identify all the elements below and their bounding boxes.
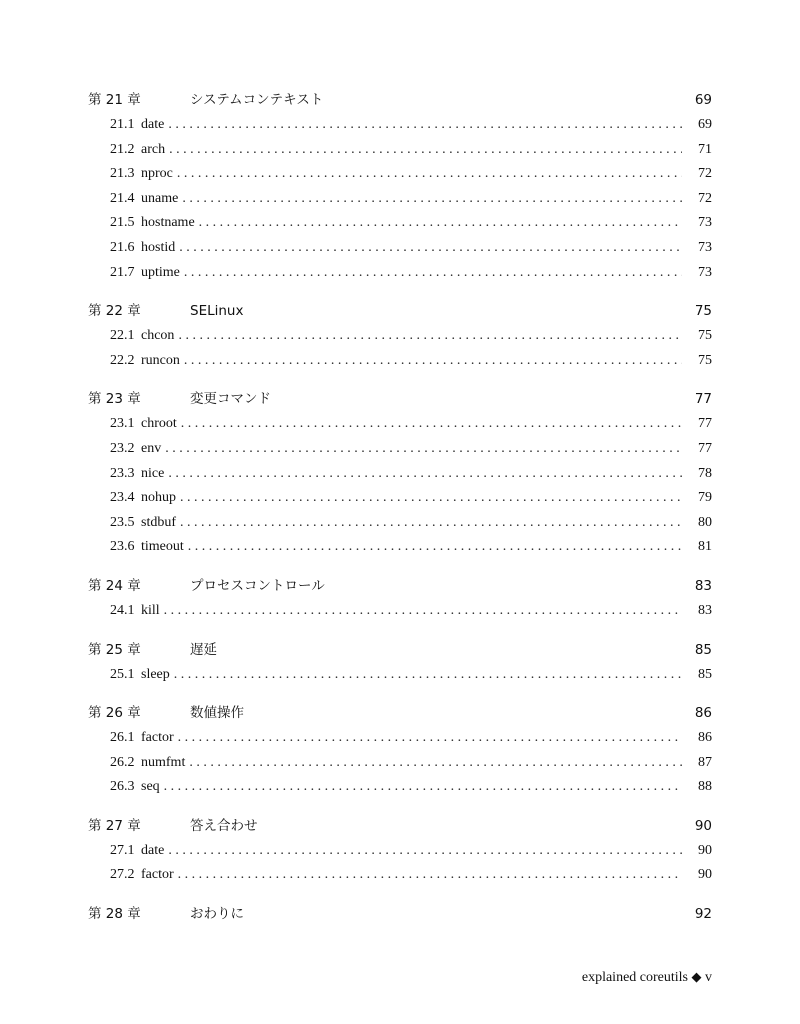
section-page: 90 bbox=[698, 842, 712, 858]
dot-leader bbox=[184, 349, 682, 374]
chapter-label: 第 24 章 bbox=[88, 577, 141, 594]
section-number: 26.3 bbox=[110, 779, 135, 795]
toc-chapter bbox=[88, 88, 712, 285]
section-entry[interactable] bbox=[88, 462, 712, 487]
section-number: 23.4 bbox=[110, 490, 135, 506]
section-title: timeout bbox=[141, 539, 184, 555]
footer-text: explained coreutils bbox=[581, 970, 688, 985]
dot-leader bbox=[180, 511, 682, 536]
section-entry[interactable] bbox=[88, 412, 712, 437]
section-number: 23.1 bbox=[110, 416, 135, 432]
section-title: factor bbox=[141, 730, 174, 746]
toc-chapter bbox=[88, 902, 712, 927]
section-entry[interactable] bbox=[88, 138, 712, 163]
section-page: 90 bbox=[698, 867, 712, 883]
section-page: 85 bbox=[698, 666, 712, 682]
black-diamond-icon: ◆ bbox=[691, 970, 702, 985]
chapter-label: 第 26 章 bbox=[88, 705, 141, 722]
chapter-title: システムコンテキスト bbox=[190, 92, 324, 108]
chapter-entry[interactable] bbox=[88, 814, 712, 839]
section-number: 22.1 bbox=[110, 328, 135, 344]
dot-leader bbox=[184, 261, 682, 286]
dot-leader bbox=[177, 162, 682, 187]
section-title: arch bbox=[141, 141, 166, 157]
chapter-entry[interactable] bbox=[88, 701, 712, 726]
toc-chapter bbox=[88, 814, 712, 888]
section-number: 23.2 bbox=[110, 440, 135, 456]
section-entry[interactable] bbox=[88, 211, 712, 236]
section-page: 77 bbox=[698, 416, 712, 432]
chapter-page: 85 bbox=[694, 641, 712, 658]
section-number: 25.1 bbox=[110, 666, 135, 682]
section-entry[interactable] bbox=[88, 162, 712, 187]
dot-leader bbox=[169, 138, 682, 163]
section-entry[interactable] bbox=[88, 599, 712, 624]
section-entry[interactable] bbox=[88, 751, 712, 776]
section-title: numfmt bbox=[141, 754, 186, 770]
dot-leader bbox=[178, 726, 682, 751]
section-page: 80 bbox=[698, 514, 712, 530]
dot-leader bbox=[168, 839, 682, 864]
chapter-title: 変更コマンド bbox=[190, 391, 271, 408]
section-page: 73 bbox=[698, 264, 712, 280]
section-number: 26.2 bbox=[110, 754, 135, 770]
chapter-entry[interactable] bbox=[88, 902, 712, 927]
dot-leader bbox=[178, 863, 682, 888]
section-entry[interactable] bbox=[88, 236, 712, 261]
section-entry[interactable] bbox=[88, 511, 712, 536]
chapter-page: 75 bbox=[694, 303, 712, 320]
toc-chapter bbox=[88, 574, 712, 624]
chapter-entry[interactable] bbox=[88, 387, 712, 412]
chapter-page: 92 bbox=[694, 906, 712, 923]
section-entry[interactable] bbox=[88, 726, 712, 751]
section-number: 21.4 bbox=[110, 190, 135, 206]
chapter-title: 数値操作 bbox=[190, 705, 244, 722]
chapter-page: 77 bbox=[694, 391, 712, 408]
section-entry[interactable] bbox=[88, 437, 712, 462]
section-number: 27.1 bbox=[110, 842, 135, 858]
section-title: kill bbox=[141, 602, 160, 618]
section-title: nohup bbox=[141, 490, 176, 506]
section-number: 27.2 bbox=[110, 867, 135, 883]
dot-leader bbox=[178, 324, 682, 349]
section-number: 22.2 bbox=[110, 352, 135, 368]
section-entry[interactable] bbox=[88, 349, 712, 374]
section-title: hostname bbox=[141, 215, 195, 231]
dot-leader bbox=[168, 462, 682, 487]
chapter-title: 遅延 bbox=[190, 641, 217, 658]
section-title: uptime bbox=[141, 264, 180, 280]
section-page: 79 bbox=[698, 490, 712, 506]
section-number: 21.5 bbox=[110, 215, 135, 231]
section-number: 21.6 bbox=[110, 239, 135, 255]
chapter-label: 第 25 章 bbox=[88, 641, 141, 658]
section-entry[interactable] bbox=[88, 839, 712, 864]
section-page: 87 bbox=[698, 754, 712, 770]
chapter-entry[interactable] bbox=[88, 574, 712, 599]
toc-chapter bbox=[88, 387, 712, 560]
chapter-label: 第 27 章 bbox=[88, 817, 141, 834]
section-entry[interactable] bbox=[88, 261, 712, 286]
section-title: chroot bbox=[141, 416, 177, 432]
chapter-page: 90 bbox=[694, 817, 712, 834]
section-page: 69 bbox=[698, 117, 712, 132]
section-page: 71 bbox=[698, 141, 712, 157]
chapter-entry[interactable] bbox=[88, 88, 712, 113]
dot-leader bbox=[189, 751, 682, 776]
dot-leader bbox=[188, 535, 682, 560]
section-page: 86 bbox=[698, 730, 712, 746]
section-number: 23.5 bbox=[110, 514, 135, 530]
section-page: 77 bbox=[698, 440, 712, 456]
dot-leader bbox=[182, 187, 682, 212]
toc-chapter bbox=[88, 299, 712, 373]
chapter-title: 答え合わせ bbox=[190, 817, 258, 834]
table-of-contents bbox=[88, 88, 712, 941]
section-entry[interactable] bbox=[88, 187, 712, 212]
section-entry[interactable] bbox=[88, 863, 712, 888]
section-title: sleep bbox=[141, 666, 170, 682]
section-number: 23.6 bbox=[110, 539, 135, 555]
section-entry[interactable] bbox=[88, 535, 712, 560]
section-page: 72 bbox=[698, 166, 712, 182]
section-page: 81 bbox=[698, 539, 712, 555]
section-entry[interactable] bbox=[88, 113, 712, 138]
section-number: 21.3 bbox=[110, 166, 135, 182]
section-entry[interactable] bbox=[88, 486, 712, 511]
section-page: 78 bbox=[698, 465, 712, 481]
section-title: runcon bbox=[141, 352, 180, 368]
section-page: 73 bbox=[698, 215, 712, 231]
toc-chapter bbox=[88, 701, 712, 800]
section-title: date bbox=[141, 117, 165, 132]
section-title: factor bbox=[141, 867, 174, 883]
dot-leader bbox=[181, 412, 682, 437]
footer-page-number: v bbox=[705, 970, 712, 985]
dot-leader bbox=[180, 486, 682, 511]
section-title: stdbuf bbox=[141, 514, 176, 530]
chapter-label: 第 28 章 bbox=[88, 906, 141, 923]
section-title: nproc bbox=[141, 166, 173, 182]
section-page: 75 bbox=[698, 352, 712, 368]
dot-leader bbox=[179, 236, 682, 261]
chapter-page: 86 bbox=[694, 705, 712, 722]
section-title: seq bbox=[141, 779, 160, 795]
section-title: env bbox=[141, 440, 162, 456]
section-page: 75 bbox=[698, 328, 712, 344]
section-page: 73 bbox=[698, 239, 712, 255]
section-entry[interactable] bbox=[88, 775, 712, 800]
chapter-title: SELinux bbox=[190, 303, 244, 320]
section-title: chcon bbox=[141, 328, 175, 344]
section-page: 83 bbox=[698, 602, 712, 618]
chapter-label: 第 22 章 bbox=[88, 303, 141, 320]
chapter-page: 83 bbox=[694, 577, 712, 594]
chapter-entry[interactable] bbox=[88, 638, 712, 663]
chapter-title: おわりに bbox=[190, 906, 244, 923]
dot-leader bbox=[199, 211, 682, 236]
section-number: 24.1 bbox=[110, 602, 135, 618]
chapter-entry[interactable] bbox=[88, 299, 712, 324]
chapter-title: プロセスコントロール bbox=[190, 577, 325, 594]
chapter-label: 第 23 章 bbox=[88, 391, 141, 408]
page-footer bbox=[582, 966, 712, 990]
section-number: 21.7 bbox=[110, 264, 135, 280]
section-page: 72 bbox=[698, 190, 712, 206]
section-title: hostid bbox=[141, 239, 176, 255]
section-number: 21.1 bbox=[110, 117, 135, 132]
section-number: 26.1 bbox=[110, 730, 135, 746]
section-page: 88 bbox=[698, 779, 712, 795]
section-entry[interactable] bbox=[88, 663, 712, 688]
dot-leader bbox=[164, 599, 682, 624]
section-title: uname bbox=[141, 190, 179, 206]
section-entry[interactable] bbox=[88, 324, 712, 349]
section-number: 21.2 bbox=[110, 141, 135, 157]
section-title: date bbox=[141, 842, 165, 858]
dot-leader bbox=[168, 113, 682, 138]
dot-leader bbox=[174, 663, 682, 688]
section-number: 23.3 bbox=[110, 465, 135, 481]
chapter-page: 69 bbox=[694, 92, 712, 108]
dot-leader bbox=[165, 437, 682, 462]
section-title: nice bbox=[141, 465, 165, 481]
dot-leader bbox=[164, 775, 682, 800]
chapter-label: 第 21 章 bbox=[88, 92, 141, 108]
toc-chapter bbox=[88, 638, 712, 688]
